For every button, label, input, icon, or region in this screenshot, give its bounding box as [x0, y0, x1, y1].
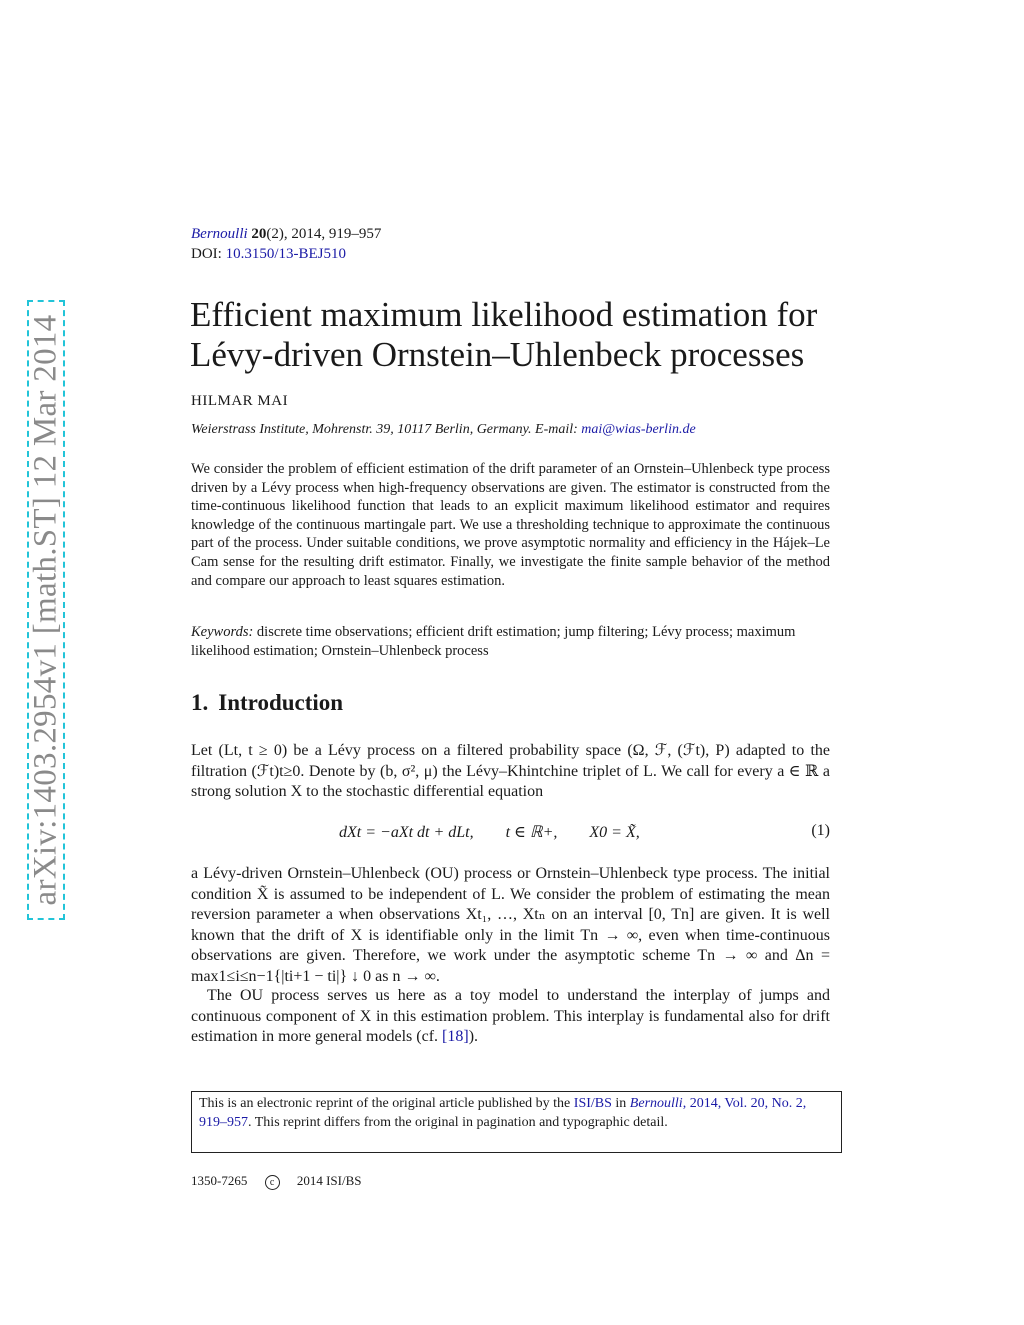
abstract: We consider the problem of efficient estimation of the drift parameter of an Ornstein–Uhlenbeck type process driven by a Lévy process when high-frequency observations are given. The estimator is constructed from the time-continuous likelihood function that leads to an explicit maximum likelihood estimator and requires knowledge of the continuous martingale part. We use a thresholding technique to approximate the continuous part of the process. Under suitable conditions, we prove asymptotic normality and efficiency in the Hájek–Le Cam sense for the resulting drift estimator. Finally, we investigate the finite sample behavior of the method and compare our approach to least squares estimation. — [191, 461, 830, 589]
affiliation-text: Weierstrass Institute, Mohrenstr. 39, 10117 Berlin, Germany. E-mail: — [191, 422, 578, 437]
keywords — [191, 623, 830, 660]
paragraph-3-end: ). — [468, 1028, 479, 1046]
author-name: HILMAR MAI — [191, 393, 289, 409]
journal-doi — [191, 244, 381, 264]
reprint-journal-link[interactable]: Bernoulli — [629, 1096, 683, 1111]
section-title: Introduction — [218, 690, 344, 715]
reference-18-link[interactable]: [18] — [442, 1028, 469, 1046]
reprint-in: in — [615, 1096, 627, 1111]
equation-number: (1) — [811, 822, 830, 839]
footer — [191, 1173, 362, 1190]
isibs-link[interactable]: ISI/BS — [573, 1096, 612, 1111]
arxiv-stamp-text: arXiv:1403.2954v1 [math.ST] 12 Mar 2014 — [27, 314, 64, 906]
paragraph-3-text: The OU process serves us here as a toy model to understand the interplay of jumps and continuous component of X in this estimation problem. This interplay is fundamental also for drift estimation in more general models (cf. — [191, 987, 830, 1046]
equation-body: dXt = −aXt dt + dLt, t ∈ ℝ+, X0 = X̃, — [339, 824, 640, 841]
reprint-notice — [191, 1091, 842, 1153]
journal-volume: 20 — [251, 226, 267, 242]
intro-paragraph-3 — [191, 986, 830, 1048]
copyright-icon: c — [265, 1175, 280, 1190]
reprint-text: This is an electronic reprint of the original article published by the — [199, 1096, 571, 1111]
email-link[interactable]: mai@wias-berlin.de — [581, 422, 696, 437]
keywords-label: Keywords: — [191, 624, 254, 640]
paper-title: Efficient maximum likelihood estimation for Lévy-driven Ornstein–Uhlenbeck processes — [190, 295, 818, 374]
copyright-text: 2014 ISI/BS — [296, 1173, 362, 1188]
reprint-tail: . This reprint differs from the original in pagination and typographic detail. — [248, 1114, 668, 1130]
journal-citation — [191, 224, 381, 244]
arxiv-stamp — [27, 300, 65, 920]
section-number: 1. — [191, 690, 209, 715]
reprint-citation-link[interactable]: , 2014, Vol. 20, No. 2, 919–957 — [199, 1096, 807, 1130]
intro-paragraph-2: a Lévy-driven Ornstein–Uhlenbeck (OU) process or Ornstein–Uhlenbeck type process. The initial condition X̃ is assumed to be independent of L. We consider the problem of estimating the mean reversion parameter a when observations Xt₁, …, Xtₙ on an interval [0, Tn] are given. It is well known that the drift of X is identifiable only in the limit Tn → ∞, even when time-continuous observations are given. Therefore, we work under the asymptotic scheme Tn → ∞ and Δn = max1≤i≤n−1{|ti+1 − ti|} ↓ 0 as n → ∞. — [191, 865, 830, 985]
keywords-text: discrete time observations; efficient drift estimation; jump filtering; Lévy process; maximum likelihood estimation; Ornstein–Uhlenbeck process — [191, 624, 796, 659]
issn: 1350-7265 — [191, 1173, 248, 1188]
doi-label: DOI: — [191, 246, 222, 262]
section-heading — [191, 690, 343, 716]
intro-paragraph-1: Let (Lt, t ≥ 0) be a Lévy process on a filtered probability space (Ω, ℱ, (ℱt), P) adapted to the filtration (ℱt)t≥0. Denote by (b, σ², μ) the Lévy–Khintchine triplet of L. We call for every a ∈ ℝ a strong solution X to the stochastic differential equation — [191, 742, 830, 801]
journal-name-link[interactable]: Bernoulli — [191, 226, 248, 242]
author-affiliation — [191, 422, 696, 438]
journal-issue-pages: (2), 2014, 919–957 — [266, 226, 382, 242]
equation-1 — [191, 822, 830, 846]
doi-link[interactable]: 10.3150/13-BEJ510 — [225, 246, 346, 262]
journal-info — [191, 224, 381, 264]
